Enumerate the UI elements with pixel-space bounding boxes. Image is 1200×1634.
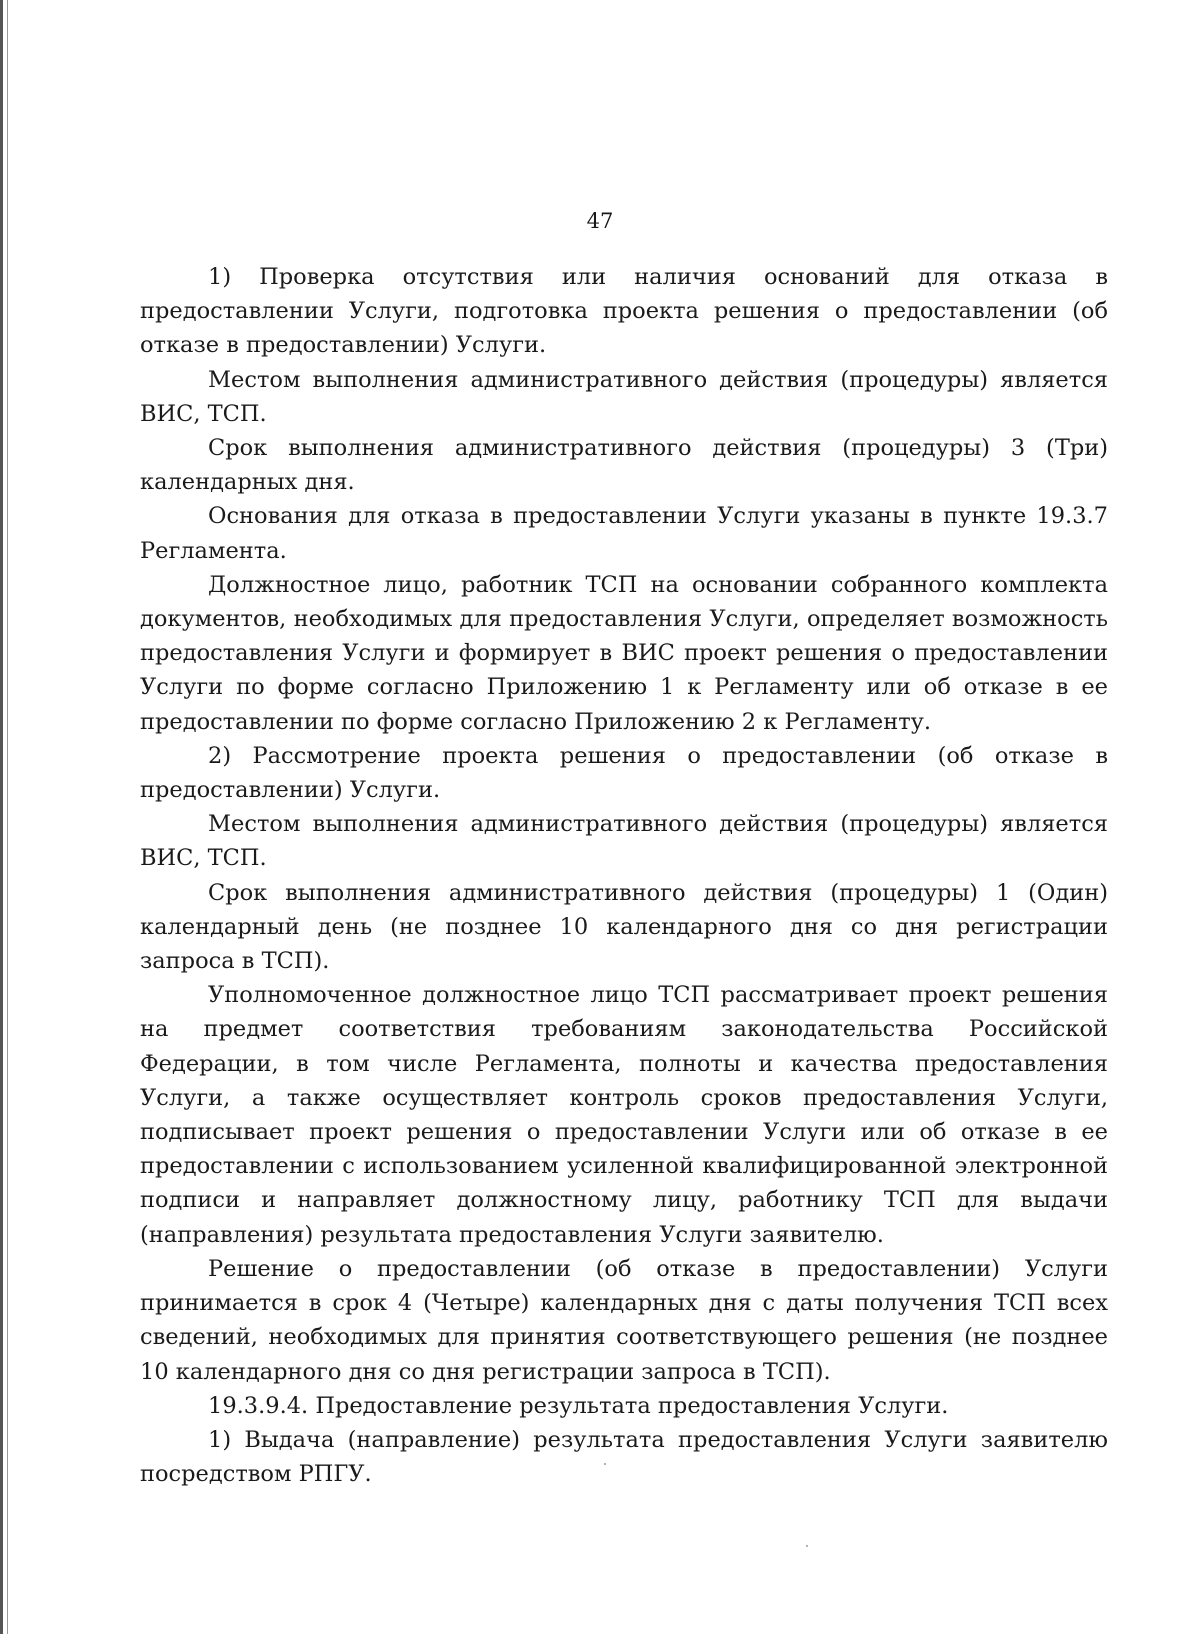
paragraph-place-of-execution-2: Местом выполнения административного действия (процедуры) является ВИС, ТСП.	[140, 811, 1108, 872]
paragraph-place-of-execution: Местом выполнения административного действия (процедуры) является ВИС, ТСП.	[140, 366, 1108, 427]
paragraph-decision-term: Решение о предоставлении (об отказе в предоставлении) Услуги принимается в срок 4 (Четыре) календарных дня с даты получения ТСП всех сведений, необходимых для принятия соответствующего решения (не позднее 10 календарного дня со дня регистрации запроса в ТСП).	[140, 1255, 1108, 1385]
paragraph-section-19-3-9-4: 19.3.9.4. Предоставление результата предоставления Услуги.	[208, 1392, 949, 1419]
scan-border-line-inner	[7, 0, 8, 1634]
document-body	[140, 260, 1108, 1491]
paragraph-deadline-1-day: Срок выполнения административного действия (процедуры) 1 (Один) календарный день (не позднее 10 календарного дня со дня регистрации запроса в ТСП).	[140, 879, 1108, 975]
scan-speck	[806, 1545, 808, 1547]
paragraph-step-2-review: 2) Рассмотрение проекта решения о предоставлении (об отказе в предоставлении) Услуги.	[140, 742, 1108, 804]
paragraph-authorized-official: Уполномоченное должностное лицо ТСП рассматривает проект решения на предмет соответствия требованиям законодательства Российской Федерации, в том числе Регламента, полноты и качества предоставления Услуги, а также осуществляет контроль сроков предоставления Услуги, подписывает проект решения о предоставлении Услуги или об отказе в ее предоставлении с использованием усиленной квалифицированной электронной подписи и направляет должностному лицу, работнику ТСП для выдачи (направления) результата предоставления Услуги заявителю.	[140, 982, 1108, 1248]
scan-border-line	[0, 0, 3, 1634]
scan-speck	[604, 1463, 606, 1465]
page-number: 47	[586, 209, 614, 233]
paragraph-deadline-3-days: Срок выполнения административного действия (процедуры) 3 (Три) календарных дня.	[140, 435, 1108, 496]
paragraph-official-forms-draft: Должностное лицо, работник ТСП на основании собранного комплекта документов, необходимых для предоставления Услуги, определяет возможность предоставления Услуги и формирует в ВИС проект решения о предоставлении Услуги по форме согласно Приложению 1 к Регламенту или об отказе в ее предоставлении по форме согласно Приложению 2 к Регламенту.	[140, 571, 1108, 735]
paragraph-issue-via-rpgu: 1) Выдача (направление) результата предоставления Услуги заявителю посредством РПГУ.	[140, 1426, 1108, 1488]
paragraph-refusal-grounds: Основания для отказа в предоставлении Услуги указаны в пункте 19.3.7 Регламента.	[140, 503, 1108, 564]
paragraph-step-1-check: 1) Проверка отсутствия или наличия оснований для отказа в предоставлении Услуги, подготовка проекта решения о предоставлении (об отказе в предоставлении) Услуги.	[140, 264, 1108, 359]
